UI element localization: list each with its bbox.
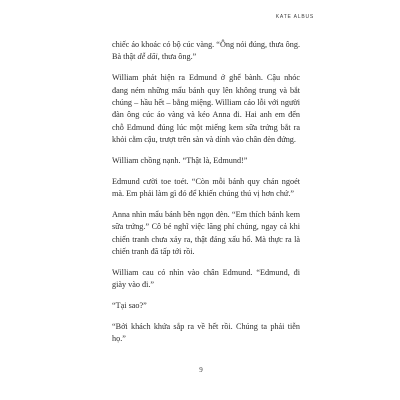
paragraph-5: Anna nhìn mẩu bánh bên ngọn đèn. “Em thích bánh kem sữa trứng.” Cô bé nghĩ việc lãng phí chúng, ngay cả khi chiến tranh chưa xảy ra, thật đáng xấu hổ. Mà thực ra là chiến tranh đã tấp tới rồi. — [112, 210, 300, 257]
body-text — [112, 39, 300, 354]
paragraph-1-emphasis: dễ dãi — [137, 52, 158, 62]
paragraph-7: “Tại sao?” — [112, 301, 147, 311]
paragraph-1 — [112, 39, 300, 64]
running-head-author: KATE ALBUS — [275, 14, 314, 20]
paragraph-6: William cau có nhìn vào chân Edmund. “Edmund, đi giày vào đi.” — [112, 268, 300, 290]
page-number: 9 — [199, 366, 203, 374]
paragraph-8: “Bởi khách khứa sắp ra về hết rồi. Chúng ta phải tiễn họ.” — [112, 322, 300, 344]
paragraph-1-before: chiếc áo khoác có bộ cúc vàng. “Ông nói đúng, thưa ông. Bà thật — [112, 40, 300, 62]
paragraph-3: William chồng nạnh. “Thật là, Edmund!” — [112, 156, 248, 166]
paragraph-4: Edmund cười toe toét. “Còn mỗi bánh quy chán ngoét mà. Em phải làm gì đó để khiến chúng thú vị hơn chứ.” — [112, 176, 300, 199]
paragraph-1-after: , thưa ông.” — [157, 52, 197, 62]
paragraph-2: William phát hiện ra Edmund ở ghế bành. Cậu nhóc đang ném những mẩu bánh quy lên không trung và bắt chúng – hầu hết – bằng miệng. William cáo lỗi với người đàn ông cúc áo vàng và kéo Anna đi. Hai anh em đến chỗ Edmund đúng lúc một miếng kem sữa trứng bắt ra khỏi cằm cậu, trượt trên sàn và dính vào chân đèn đứng. — [112, 73, 300, 145]
